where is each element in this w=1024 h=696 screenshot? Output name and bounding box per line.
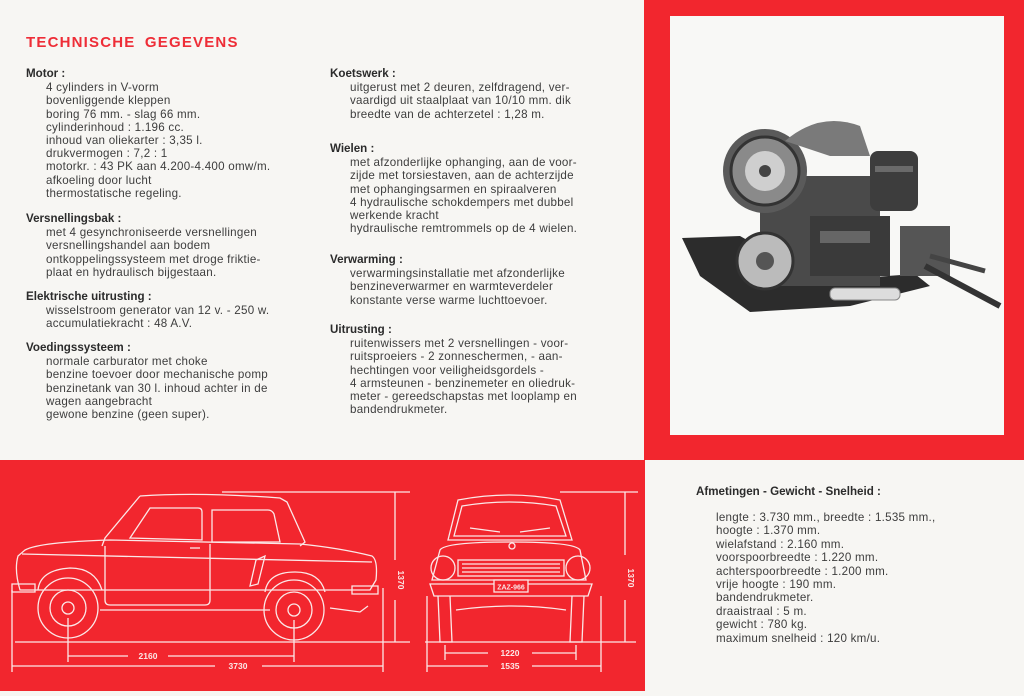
elektrisch-line: wisselstroom generator van 12 v. - 250 w.: [46, 304, 270, 318]
verwarming-line: benzineverwarmer en warmteverdeler: [350, 280, 554, 294]
engine-photo: [670, 16, 1004, 435]
motor-line: inhoud van oliekarter : 3,35 l.: [46, 134, 203, 148]
motor-line: motorkr. : 43 PK aan 4.200-4.400 omw/m.: [46, 160, 271, 174]
motor-line: afkoeling door lucht: [46, 173, 152, 187]
side-length-label: 3730: [228, 661, 248, 671]
section-wielen: [330, 142, 577, 235]
afmetingen-line: lengte : 3.730 mm., breedte : 1.535 mm.,: [716, 511, 936, 524]
versnellingsbak-line: ontkoppelingssysteem met droge friktie-: [46, 252, 261, 266]
side-view-drawing: [12, 492, 410, 672]
section-motor: [26, 67, 270, 200]
wielen-line: hydraulische remtrommels op de 4 wielen.: [350, 222, 578, 236]
car-blueprints: [0, 460, 645, 691]
elektrisch-line: accumulatiekracht : 48 A.V.: [46, 317, 193, 331]
motor-line: thermostatische regeling.: [46, 186, 182, 200]
uitrusting-line: ruitsproeiers - 2 zonneschermen, - aan-: [350, 350, 563, 364]
verwarming-line: verwarmingsinstallatie met afzonderlijke: [350, 267, 565, 281]
koetswerk-line: uitgerust met 2 deuren, zelfdragend, ver-: [350, 81, 570, 95]
voeding-line: benzinetank van 30 l. inhoud achter in de: [46, 381, 268, 395]
verwarming-heading: Verwarming :: [330, 253, 403, 266]
voeding-line: wagen aangebracht: [46, 394, 153, 408]
afmetingen-lines: [696, 511, 935, 645]
section-afmetingen: [696, 485, 935, 645]
elektrisch-heading: Elektrische uitrusting :: [26, 290, 152, 303]
voeding-line: benzine toevoer door mechanische pomp: [46, 368, 268, 382]
wielen-line: werkende kracht: [350, 209, 439, 223]
uitrusting-line: ruitenwissers met 2 versnellingen - voor-: [350, 337, 569, 351]
uitrusting-line: 4 armsteunen - benzinemeter en oliedruk-: [350, 376, 576, 390]
koetswerk-line: vaardigd uit staalplaat van 10/10 mm. dik: [350, 94, 571, 108]
versnellingsbak-line: met 4 gesynchroniseerde versnellingen: [46, 226, 257, 240]
afmetingen-line: draaistraal : 5 m.: [716, 604, 807, 618]
afmetingen-line: bandendrukmeter.: [716, 591, 814, 605]
front-view-drawing: [425, 492, 638, 672]
afmetingen-line: achterspoorbreedte : 1.200 mm.: [716, 564, 889, 578]
section-versnellingsbak: [26, 212, 261, 279]
front-height-label: 1370: [626, 568, 636, 588]
motor-line: 4 cylinders in V-vorm: [46, 81, 159, 95]
voeding-line: normale carburator met choke: [46, 355, 208, 369]
side-height-label: 1370: [396, 570, 406, 590]
afmetingen-line: wielafstand : 2.160 mm.: [716, 537, 845, 551]
uitrusting-heading: Uitrusting :: [330, 323, 392, 336]
front-plate-text: ZAZ-966: [497, 584, 525, 592]
motor-heading: Motor :: [26, 67, 66, 80]
section-verwarming: [330, 253, 565, 307]
verwarming-line: konstante verse warme luchttoevoer.: [350, 293, 548, 307]
voeding-line: gewone benzine (geen super).: [46, 408, 210, 422]
page-title: TECHNISCHE GEGEVENS: [26, 34, 239, 51]
wielen-line: met afzonderlijke ophanging, aan de voor-: [350, 156, 577, 170]
side-wheelbase-label: 2160: [138, 651, 158, 661]
voeding-heading: Voedingssysteem :: [26, 341, 131, 354]
section-uitrusting: [330, 323, 577, 416]
uitrusting-line: hechtingen voor veiligheidsgordels -: [350, 363, 544, 377]
wielen-line: zijde met torsiestaven, aan de achterzijde: [350, 169, 574, 183]
uitrusting-line: bandendrukmeter.: [350, 403, 448, 417]
versnellingsbak-line: plaat en hydraulisch bijgestaan.: [46, 265, 217, 279]
motor-line: bovenliggende kleppen: [46, 94, 171, 108]
section-koetswerk: [330, 67, 571, 121]
versnellingsbak-line: versnellingshandel aan bodem: [46, 239, 211, 253]
afmetingen-line: hoogte : 1.370 mm.: [716, 524, 821, 538]
afmetingen-line: vrije hoogte : 190 mm.: [716, 578, 837, 592]
koetswerk-line: breedte van de achterzetel : 1,28 m.: [350, 107, 545, 121]
engine-illustration: [682, 121, 1000, 312]
section-elektrisch: [26, 290, 269, 331]
versnellingsbak-heading: Versnellingsbak :: [26, 212, 122, 225]
koetswerk-heading: Koetswerk :: [330, 67, 396, 80]
afmetingen-line: voorspoorbreedte : 1.220 mm.: [716, 551, 879, 565]
front-width-label: 1535: [500, 661, 520, 671]
front-track-label: 1220: [500, 648, 520, 658]
afmetingen-line: gewicht : 780 kg.: [716, 618, 808, 632]
motor-line: drukvermogen : 7,2 : 1: [46, 147, 168, 161]
motor-line: cylinderinhoud : 1.196 cc.: [46, 120, 184, 134]
wielen-heading: Wielen :: [330, 142, 375, 155]
afmetingen-heading: Afmetingen - Gewicht - Snelheid :: [696, 485, 881, 498]
wielen-line: 4 hydraulische schokdempers met dubbel: [350, 195, 574, 209]
red-panel-blueprints: [0, 460, 645, 691]
afmetingen-line: maximum snelheid : 120 km/u.: [716, 631, 881, 645]
section-voeding: [26, 341, 268, 421]
uitrusting-line: meter - gereedschapstas met looplamp en: [350, 390, 577, 404]
wielen-line: met ophangingsarmen en spiraalveren: [350, 182, 557, 196]
motor-line: boring 76 mm. - slag 66 mm.: [46, 107, 201, 121]
engine-photo-frame: [670, 16, 1004, 435]
